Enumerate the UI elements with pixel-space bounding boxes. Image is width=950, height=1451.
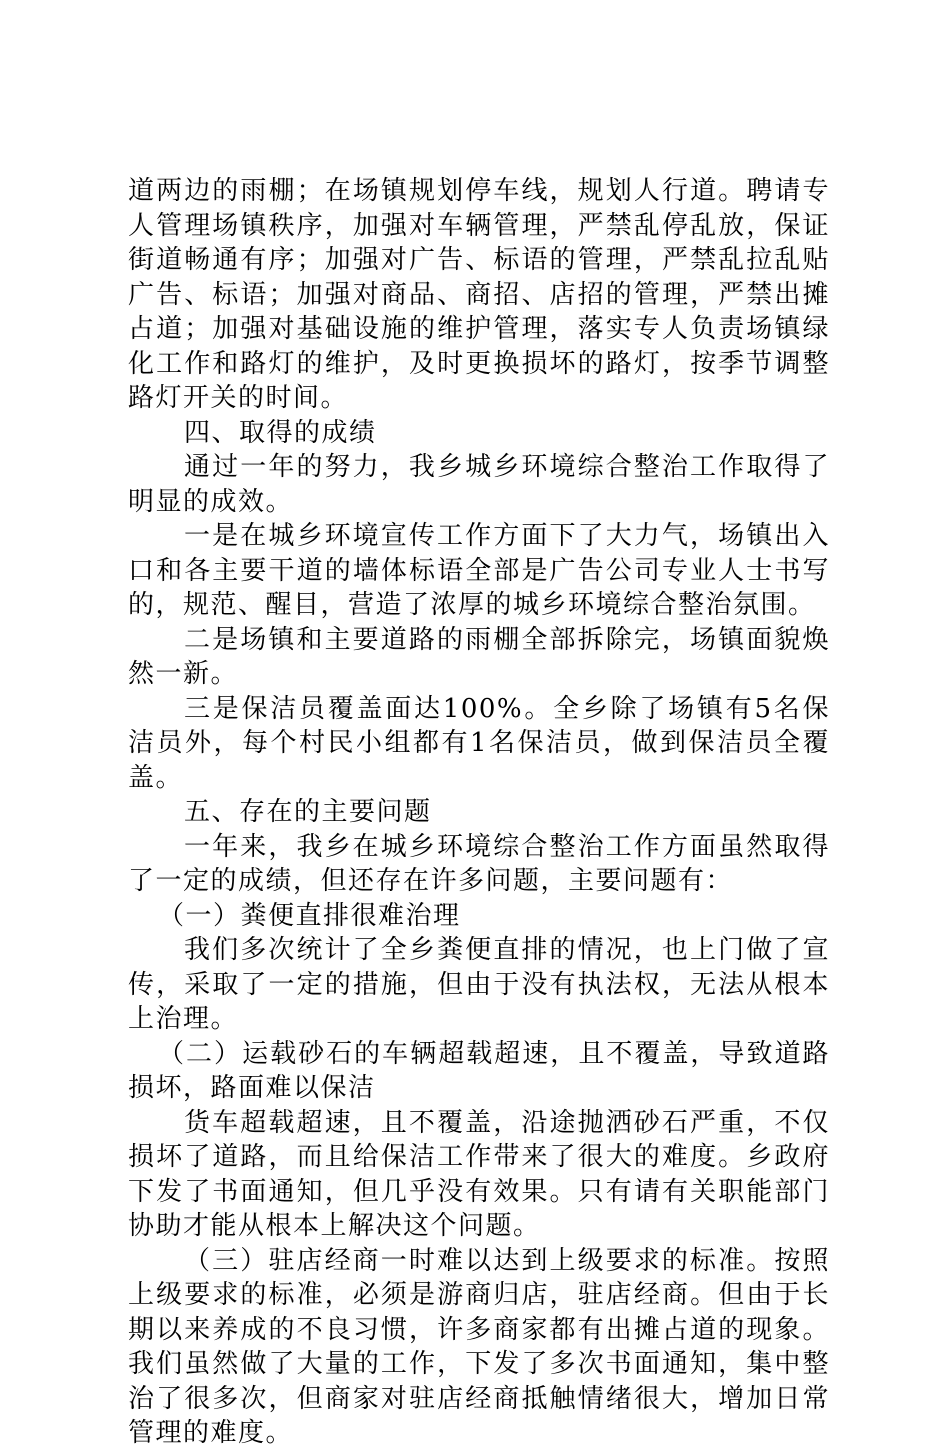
- paragraph-achievement-three: 三是保洁员覆盖面达100%。全乡除了场镇有5名保洁员外，每个村民小组都有1名保洁员，做到保洁员全覆盖。: [128, 693, 830, 793]
- subheading-problem-one: （一）粪便直排很难治理: [158, 900, 461, 931]
- paragraph-achievements-intro: 通过一年的努力，我乡城乡环境综合整治工作取得了明显的成效。: [128, 452, 830, 517]
- section-heading-problems: 五、存在的主要问题: [184, 797, 432, 827]
- paragraph-problems-intro: 一年来，我乡在城乡环境综合整治工作方面虽然取得了一定的成绩，但还存在许多问题，主要问题有：: [128, 831, 830, 896]
- paragraph-problem-two: 货车超载超速，且不覆盖，沿途抛洒砂石严重，不仅损坏了道路，而且给保洁工作带来了很大的难度。乡政府下发了书面通知，但几乎没有效果。只有请有关职能部门协助才能从根本上解决这个问题。: [128, 1107, 830, 1241]
- paragraph-problem-one: 我们多次统计了全乡粪便直排的情况，也上门做了宣传，采取了一定的措施，但由于没有执法权，无法从根本上治理。: [128, 935, 830, 1034]
- paragraph-achievement-two: 二是场镇和主要道路的雨棚全部拆除完，场镇面貌焕然一新。: [128, 624, 830, 689]
- paragraph-street-management: 道两边的雨棚；在场镇规划停车线，规划人行道。聘请专人管理场镇秩序，加强对车辆管理，严禁乱停乱放，保证街道畅通有序；加强对广告、标语的管理，严禁乱拉乱贴广告、标语；加强对商品、商招、店招的管理，严禁出摊占道；加强对基础设施的维护管理，落实专人负责场镇绿化工作和路灯的维护，及时更换损坏的路灯，按季节调整路灯开关的时间。: [128, 176, 830, 413]
- paragraph-problem-three: （三）驻店经商一时难以达到上级要求的标准。按照上级要求的标准，必须是游商归店，驻店经商。但由于长期以来养成的不良习惯，许多商家都有出摊占道的现象。我们虽然做了大量的工作，下发了多次书面通知，集中整治了很多次，但商家对驻店经商抵触情绪很大，增加日常管理的难度。: [128, 1245, 830, 1448]
- paragraph-achievement-one: 一是在城乡环境宣传工作方面下了大力气，场镇出入口和各主要干道的墙体标语全部是广告公司专业人士书写的，规范、醒目，营造了浓厚的城乡环境综合整治氛围。: [128, 521, 830, 620]
- subheading-problem-two: （二）运载砂石的车辆超载超速，且不覆盖，导致道路损坏，路面难以保洁: [128, 1038, 830, 1103]
- document-body: [128, 174, 830, 1451]
- section-heading-achievements: 四、取得的成绩: [184, 417, 377, 448]
